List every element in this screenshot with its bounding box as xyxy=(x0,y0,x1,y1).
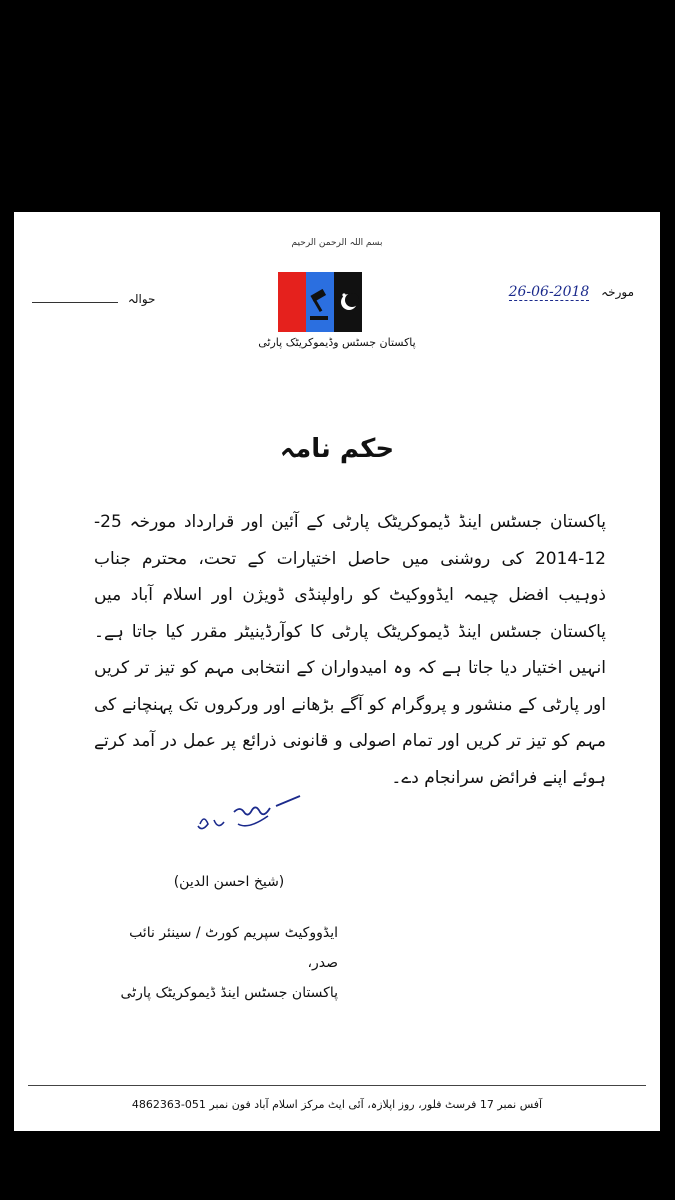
designation-line-2: پاکستان جسٹس اینڈ ڈیموکریٹک پارٹی xyxy=(120,985,338,1001)
order-body: پاکستان جسٹس اینڈ ڈیموکریٹک پارٹی کے آئین اور قرارداد مورخہ 25-12-2014 کی روشنی میں حاصل اختیارات کے تحت، محترم جناب ذوہیب افضل چیمہ ایڈووکیٹ کو راولپنڈی ڈویژن اور اسلام آباد میں پاکستان جسٹس اینڈ ڈیموکریٹک پارٹی کا کوآرڈینیٹر مقرر کیا جاتا ہے۔ انہیں اختیار دیا جاتا ہے کہ وہ امیدواران کے انتخابی مہم کو تیز تر کریں اور پارٹی کے منشور و پروگرام کو آگے بڑھانے اور ورکروں تک پہنچانے کی مہم کو تیز تر کریں اور تمام اصولی و قانونی ذرائع پر عمل در آمد کرتے ہوئے اپنے فرائض سرانجام دے۔ xyxy=(94,512,606,788)
reference-field xyxy=(32,292,155,306)
date-label: مورخہ xyxy=(601,285,634,299)
handwritten-signature xyxy=(172,794,312,864)
signatory-designation xyxy=(104,918,338,1008)
footer-address: آفس نمبر 17 فرسٹ فلور، روز اپلازہ، آئی ایٹ مرکز اسلام آباد فون نمبر 051-4862363 xyxy=(131,1098,543,1111)
date-field xyxy=(509,284,634,300)
signatory-name: (شیخ احسن الدین) xyxy=(173,874,285,890)
party-name: پاکستان جسٹس وڈیموکریٹک پارٹی xyxy=(258,336,416,349)
reference-label: حوالہ xyxy=(127,292,156,306)
party-logo xyxy=(278,272,362,332)
logo-blue-band xyxy=(306,272,334,332)
footer-divider xyxy=(28,1085,646,1086)
document-title: حکم نامہ xyxy=(279,434,395,464)
designation-line-1: ایڈووکیٹ سپریم کورٹ / سینئر نائب صدر، xyxy=(129,925,338,971)
date-value: 26-06-2018 xyxy=(508,284,590,300)
logo-red-band xyxy=(278,272,306,332)
letter-page xyxy=(14,212,660,1131)
reference-blank-line xyxy=(32,302,118,303)
bismillah-text: بسم اللہ الرحمن الرحیم xyxy=(291,238,383,248)
